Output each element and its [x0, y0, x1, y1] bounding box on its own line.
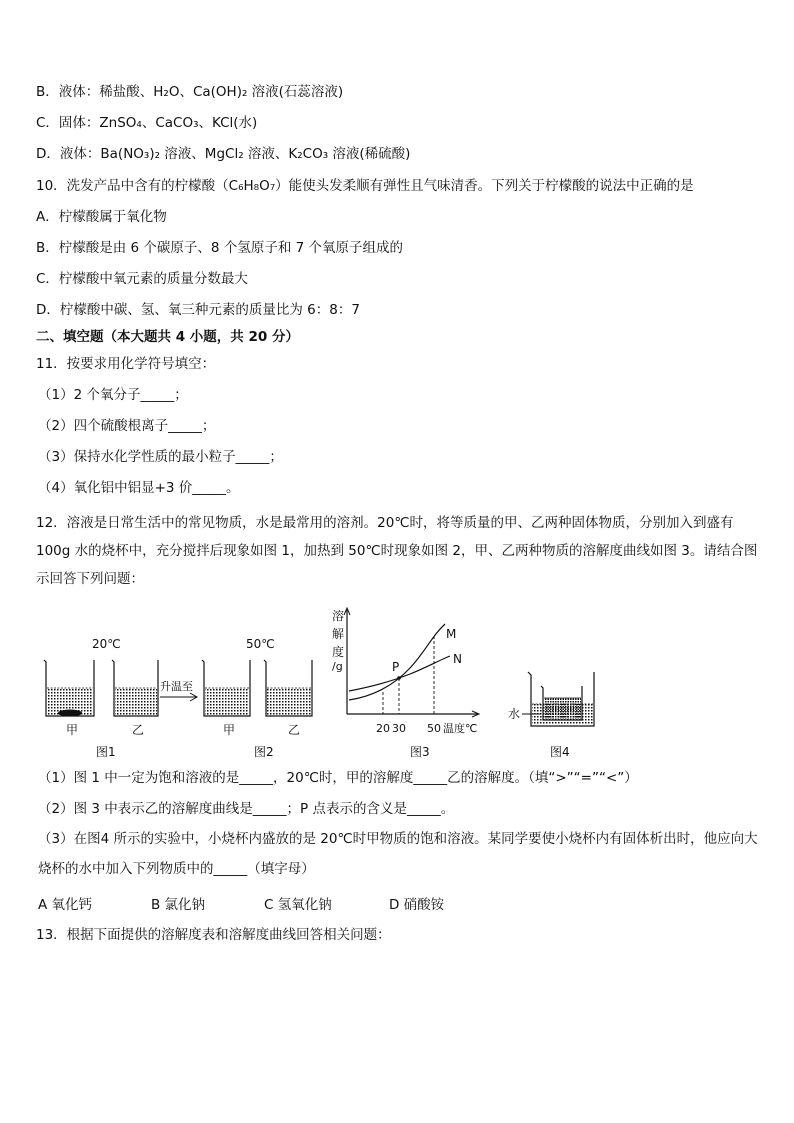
fig3-caption: 图3 — [410, 745, 430, 759]
q12-option-a: A 氧化钙 — [38, 897, 93, 913]
q9-option-b: B．液体：稀盐酸、H₂O、Ca(OH)₂ 溶液(石蕊溶液) — [36, 84, 344, 100]
q12-option-d: D 硝酸铵 — [389, 897, 445, 913]
fig3-ylabel-1: 溶 — [332, 609, 345, 623]
section-heading: 二、填空题（本大题共 4 小题，共 20 分） — [36, 329, 299, 345]
q10-stem: 10．洗发产品中含有的柠檬酸（C₆H₈O₇）能使头发柔顺有弹性且气味清香。下列关于柠檬酸的说法中正确的是 — [36, 178, 694, 194]
q11-part-4: （4）氧化铝中铝显+3 价_____。 — [38, 480, 240, 496]
fig1-label-yi: 乙 — [132, 723, 145, 737]
fig1-temp: 20℃ — [92, 637, 121, 651]
q12-part-2: （2）图 3 中表示乙的溶解度曲线是_____；P 点表示的含义是_____。 — [38, 801, 455, 817]
fig2-label-yi: 乙 — [288, 723, 301, 737]
fig2-temp: 50℃ — [246, 637, 275, 651]
q12-option-b: B 氯化钠 — [151, 897, 206, 913]
q9-option-d: D．液体：Ba(NO₃)₂ 溶液、MgCl₂ 溶液、K₂CO₃ 溶液(稀硫酸) — [36, 146, 411, 162]
fig1-arrow-label: 升温至 — [160, 680, 193, 693]
q13-stem: 13．根据下面提供的溶解度表和溶解度曲线回答相关问题： — [36, 927, 391, 943]
q12-part-1: （1）图 1 中一定为饱和溶液的是_____，20℃时，甲的溶解度_____乙的溶解度。（填“>”“=”“<”） — [38, 770, 638, 786]
q11-part-2: （2）四个硫酸根离子_____； — [38, 418, 216, 434]
q12-figures — [0, 596, 794, 766]
fig3-ylabel-4: /g — [332, 660, 343, 673]
fig3-curve-n — [349, 656, 450, 691]
q11-stem: 11．按要求用化学符号填空： — [36, 356, 216, 372]
fig2-label-jia: 甲 — [223, 723, 236, 737]
fig3-ylabel-3: 度 — [332, 645, 345, 659]
q12-part-3: （3）在图4 所示的实验中，小烧杯内盛放的是 20℃时甲物质的饱和溶液。某同学要使小烧杯内有固体析出时，他应向大烧杯的水中加入下列物质中的_____（填字母） — [38, 831, 758, 877]
fig3-tick-50: 50 — [427, 722, 441, 735]
figure-3 — [332, 608, 479, 759]
fig1-undissolved-solid — [58, 710, 82, 717]
figure-4 — [508, 672, 594, 759]
fig3-xlabel: 温度℃ — [443, 722, 478, 735]
q10-option-b: B．柠檬酸是由 6 个碳原子、8 个氢原子和 7 个氧原子组成的 — [36, 240, 403, 256]
fig1-solution-yi — [115, 688, 157, 715]
figure-1 — [44, 637, 197, 759]
fig3-tick-30: 30 — [392, 722, 406, 735]
q10-option-d: D．柠檬酸中碳、氢、氧三种元素的质量比为 6：8：7 — [36, 302, 360, 318]
fig1-label-jia: 甲 — [66, 723, 79, 737]
q11-part-1: （1）2 个氧分子_____； — [38, 387, 188, 403]
q11-part-3: （3）保持水化学性质的最小粒子_____； — [38, 449, 283, 465]
fig3-point-p — [397, 676, 401, 680]
fig3-label-m: M — [446, 627, 457, 641]
figure-2 — [202, 637, 312, 759]
fig3-label-p: P — [392, 660, 400, 674]
fig4-water-label: 水 — [508, 707, 521, 721]
q12-option-c: C 氢氧化钠 — [264, 897, 332, 913]
q10-option-a: A．柠檬酸属于氧化物 — [36, 209, 167, 225]
fig3-label-n: N — [453, 652, 462, 666]
fig4-caption: 图4 — [550, 745, 570, 759]
fig1-caption: 图1 — [96, 745, 116, 759]
q10-option-c: C．柠檬酸中氧元素的质量分数最大 — [36, 271, 248, 287]
fig3-ylabel-2: 解 — [332, 627, 345, 641]
q12-stem: 12．溶液是日常生活中的常见物质，水是最常用的溶剂。20℃时，将等质量的甲、乙两种固体物质，分别加入到盛有 100g 水的烧杯中，充分搅拌后现象如图 1，加热到 50℃时现象如图 2，甲、乙两种物质的溶解度曲线如图 3。请结合图示回答下列问题： — [36, 515, 758, 587]
fig3-tick-20: 20 — [376, 722, 390, 735]
fig2-caption: 图2 — [254, 745, 274, 759]
q9-option-c: C．固体：ZnSO₄、CaCO₃、KCl(水) — [36, 115, 258, 131]
